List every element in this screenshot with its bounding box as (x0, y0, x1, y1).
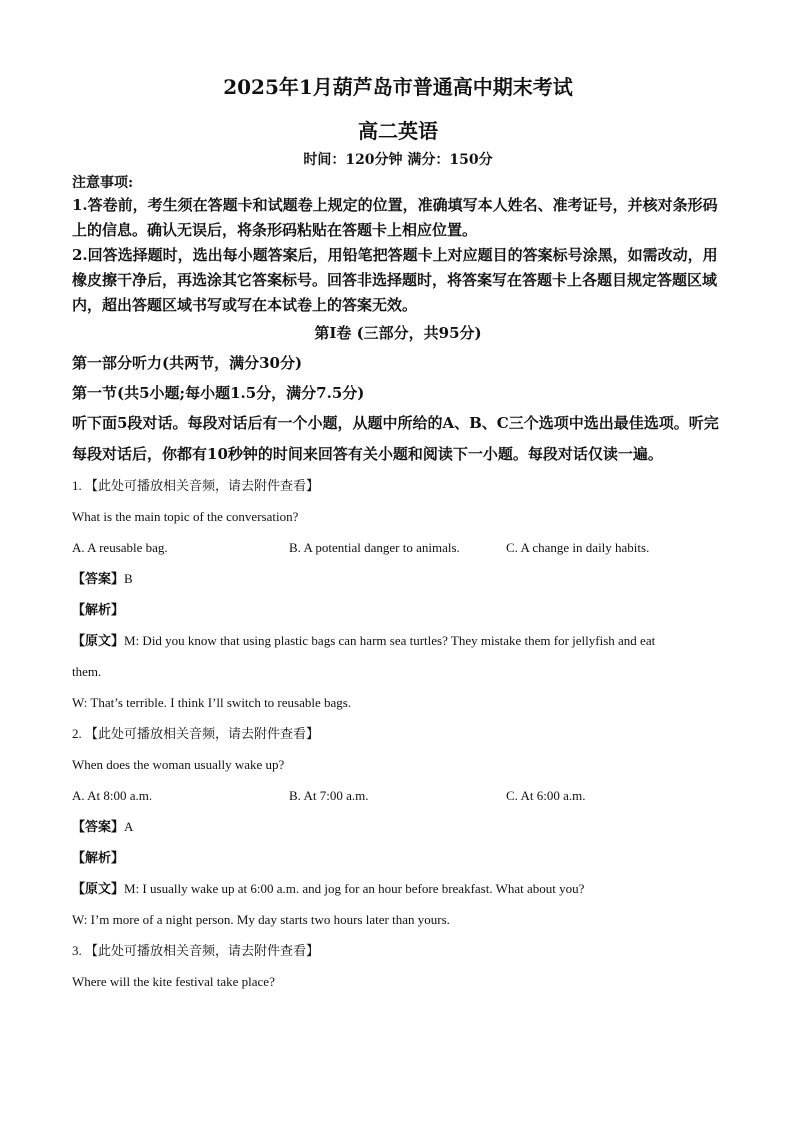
notice-item-1: 1.答卷前，考生须在答题卡和试题卷上规定的位置，准确填写本人姓名、准考证号，并核对条形码上的信息。确认无误后，将条形码粘贴在答题卡上相应位置。 (72, 196, 718, 239)
part-heading: 第一部分听力(共两节，满分30分) (72, 354, 303, 372)
volume-heading: 第Ⅰ卷 (三部分，共95分) (314, 324, 482, 342)
question-1-analysis (72, 594, 724, 625)
option-b: B. A potential danger to animals. (289, 540, 460, 555)
audio-placeholder: 【此处可播放相关音频，请去附件查看】 (85, 727, 320, 742)
transcript-line: M: Did you know that using plastic bags can harm sea turtles? They mistake them for jellyfish and eat (124, 633, 656, 648)
transcript-label: 【原文】 (72, 882, 125, 897)
audio-placeholder: 【此处可播放相关音频，请去附件查看】 (85, 479, 320, 494)
exam-page (72, 60, 724, 997)
answer-value: A (124, 819, 134, 834)
option-b: B. At 7:00 a.m. (289, 788, 369, 803)
analysis-label: 【解析】 (72, 851, 125, 866)
subject-title: 高二英语 (358, 119, 438, 143)
audio-placeholder: 【此处可播放相关音频，请去附件查看】 (85, 944, 320, 959)
question-2-audio[interactable] (72, 718, 724, 749)
listening-instructions: 听下面5段对话。每段对话后有一个小题，从题中所给的A、B、C三个选项中选出最佳选项。听完每段对话后，你都有10秒钟的时间来回答有关小题和阅读下一小题。每段对话仅读一遍。 (72, 414, 719, 463)
question-2-options (72, 780, 724, 811)
notice-heading: 注意事项: (72, 175, 134, 191)
option-c: C. A change in daily habits. (506, 540, 650, 555)
answer-label: 【答案】 (72, 820, 125, 835)
question-1-text: What is the main topic of the conversation? (72, 509, 299, 524)
transcript-line: them. (72, 664, 102, 679)
transcript-label: 【原文】 (72, 634, 125, 649)
question-3-audio[interactable] (72, 935, 724, 966)
answer-value: B (124, 571, 133, 586)
page-title: 2025年1月葫芦岛市普通高中期末考试 (223, 75, 573, 99)
transcript-line: W: I’m more of a night person. My day starts two hours later than yours. (72, 912, 450, 927)
option-a: A. At 8:00 a.m. (72, 788, 153, 803)
transcript-line: W: That’s terrible. I think I’ll switch to reusable bags. (72, 695, 352, 710)
question-2-transcript (72, 873, 724, 904)
option-a: A. A reusable bag. (72, 540, 168, 555)
question-2-answer (72, 811, 724, 842)
question-1-answer (72, 563, 724, 594)
exam-meta: 时间：120分钟 满分：150分 (303, 152, 493, 168)
question-1-transcript (72, 625, 724, 656)
answer-label: 【答案】 (72, 572, 125, 587)
transcript-line: M: I usually wake up at 6:00 a.m. and jog for an hour before breakfast. What about you? (124, 881, 585, 896)
question-number: 2. (72, 726, 82, 741)
question-2-text: When does the woman usually wake up? (72, 757, 285, 772)
question-number: 3. (72, 943, 82, 958)
question-1-audio[interactable] (72, 470, 724, 501)
question-2-analysis (72, 842, 724, 873)
analysis-label: 【解析】 (72, 603, 125, 618)
question-3-text: Where will the kite festival take place? (72, 974, 275, 989)
question-number: 1. (72, 478, 82, 493)
section-heading: 第一节(共5小题;每小题1.5分，满分7.5分) (72, 384, 365, 402)
question-1-options (72, 532, 724, 563)
notice-item-2: 2.回答选择题时，选出每小题答案后，用铅笔把答题卡上对应题目的答案标号涂黑，如需改动，用橡皮擦干净后，再选涂其它答案标号。回答非选择题时，将答案写在答题卡上各题目规定答题区域内，超出答题区域书写或写在本试卷上的答案无效。 (72, 246, 718, 314)
option-c: C. At 6:00 a.m. (506, 788, 586, 803)
